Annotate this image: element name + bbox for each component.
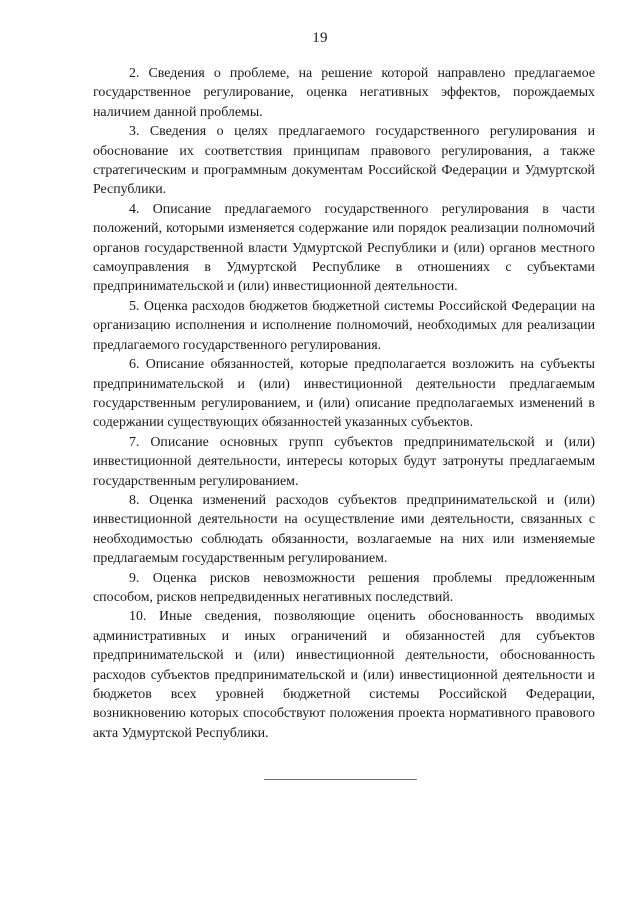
document-body [93,64,595,743]
paragraph-7: 7. Описание основных групп субъектов предпринимательской и (или) инвестиционной деятельности, интересы которых будут затронуты предлагаемым государственным регулированием. [93,434,595,489]
paragraph-9: 9. Оценка рисков невозможности решения проблемы предложенным способом, рисков непредвиденных негативных последствий. [93,570,595,605]
paragraph-6: 6. Описание обязанностей, которые предполагается возложить на субъекты предпринимательской и (или) инвестиционной деятельности предлагаемым государственным регулированием, и (или) описание предполагаемых изменений в содержании существующих обязанностей указанных субъектов. [93,357,595,431]
closing-divider [264,779,417,780]
paragraph-10: 10. Иные сведения, позволяющие оценить обоснованность вводимых административных и иных ограничений и обязанностей для субъектов предпринимательской и (или) инвестиционной деятельности, обоснованность расходов субъектов предпринимательской и (или) инвестиционной деятельности и бюджетов всех уровней бюджетной системы Российской Федерации, возникновению которых способствуют положения проекта нормативного правового акта Удмуртской Республики. [93,609,595,741]
paragraph-4: 4. Описание предлагаемого государственного регулирования в части положений, которыми изменяется содержание или порядок реализации полномочий органов государственной власти Удмуртской Республики и (или) органов местного самоуправления в Удмуртской Республике в отношениях с субъектами предпринимательской и (или) инвестиционной деятельности. [93,201,595,295]
paragraph-5: 5. Оценка расходов бюджетов бюджетной системы Российской Федерации на организацию исполнения и исполнение полномочий, необходимых для реализации предлагаемого государственного регулирования. [93,298,595,353]
page-number: 19 [312,30,328,46]
paragraph-8: 8. Оценка изменений расходов субъектов предпринимательской и (или) инвестиционной деятельности на осуществление ими деятельности, связанных с необходимостью соблюдать обязанности, возлагаемые на них или изменяемые предлагаемым государственным регулированием. [93,492,595,567]
paragraph-2: 2. Сведения о проблеме, на решение которой направлено предлагаемое государственное регулирование, оценка негативных эффектов, порождаемых наличием данной проблемы. [93,66,595,120]
paragraph-3: 3. Сведения о целях предлагаемого государственного регулирования и обоснование их соответствия принципам правового регулирования, а также стратегическим и программным документам Российской Федерации и Удмуртской Республики. [93,124,595,198]
